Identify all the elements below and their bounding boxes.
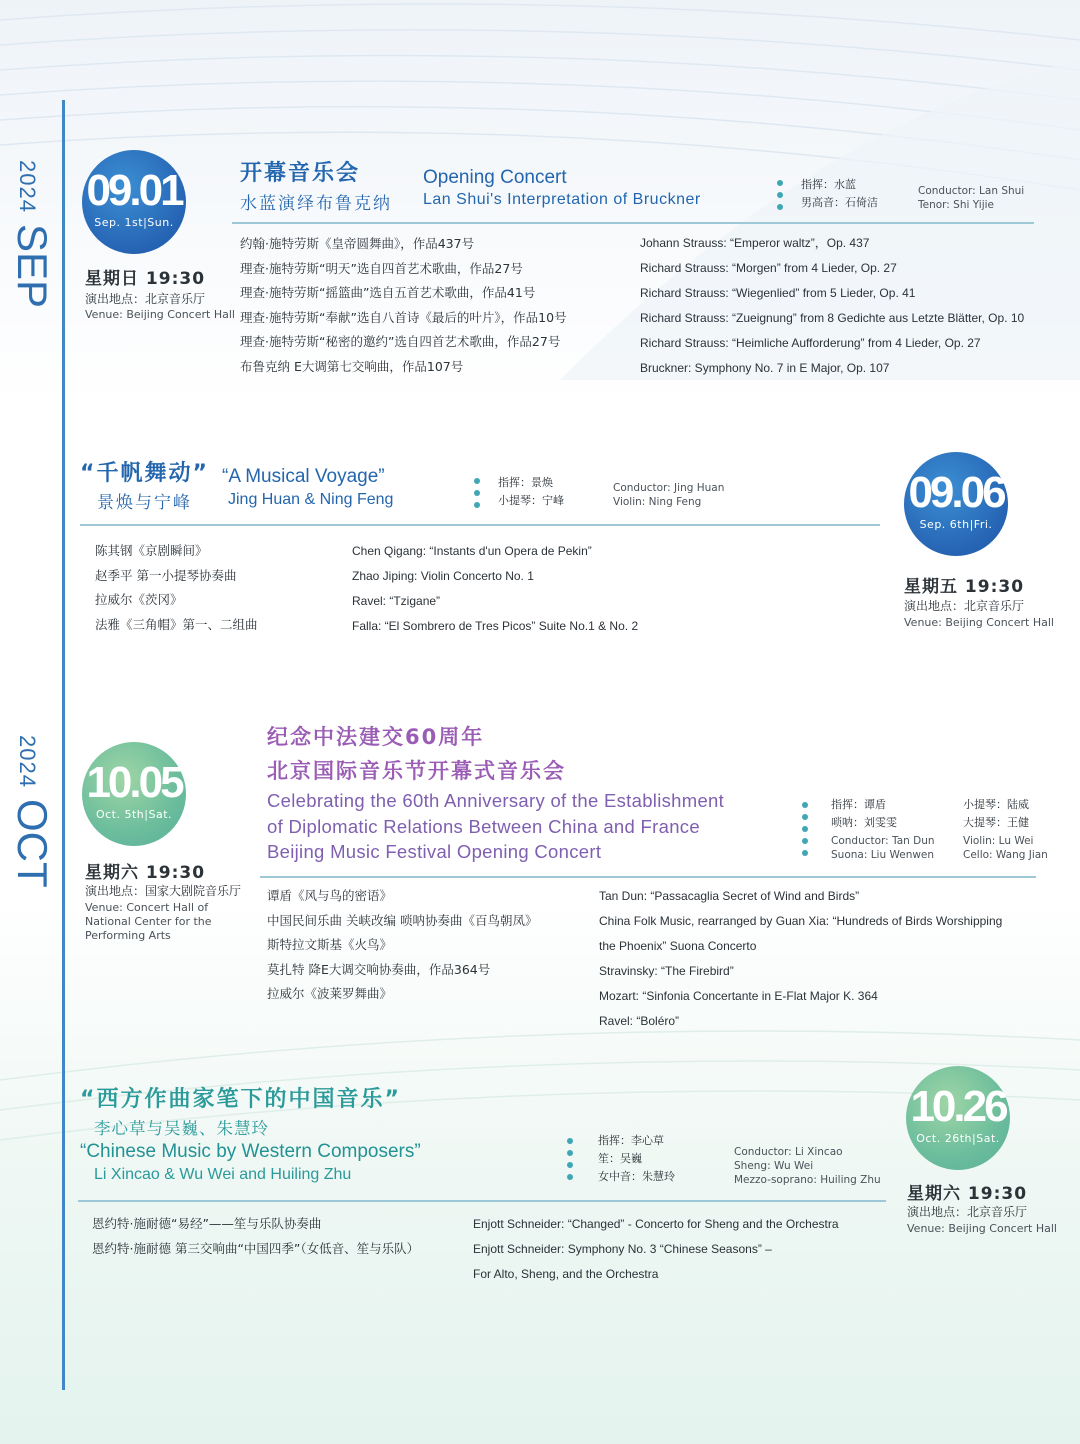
title-cn-line: 纪念中法建交60周年 — [267, 725, 485, 749]
program-en — [352, 539, 638, 639]
staff-bullets — [474, 478, 480, 514]
timeline-vertical-line — [62, 100, 65, 1390]
concert-subtitle-en: Lan Shui's Interpretation of Bruckner — [423, 191, 701, 208]
date-badge — [82, 150, 186, 254]
program-item-cn: 莫扎特 降E大调交响协奏曲，作品364号 — [267, 961, 491, 977]
program-item-cn: 理查·施特劳斯“明天”选自四首艺术歌曲，作品27号 — [240, 260, 523, 276]
program-item-en: Mozart: “Sinfonia Concertante in E-Flat Major K. 364 — [599, 989, 878, 1003]
staff-conductor-cn: 指挥：景焕 — [498, 476, 553, 489]
concert-title-en: Opening Concert — [423, 167, 567, 188]
venue-cn: 演出地点：北京音乐厅 — [907, 1205, 1028, 1219]
staff-violin-en: Violin: Lu Wei — [963, 835, 1034, 847]
concert-subtitle-cn: 李心草与吴巍、朱慧玲 — [94, 1119, 269, 1138]
program-item-en: Chen Qigang: “Instants d'un Opera de Pekin” — [352, 544, 592, 558]
month-name: SEP — [9, 224, 56, 309]
staff-cn-left — [831, 796, 897, 832]
concert-title-en: “Chinese Music by Western Composers” — [80, 1141, 421, 1162]
venue-cn: 演出地点：北京音乐厅 — [85, 292, 206, 306]
staff-cn — [801, 176, 878, 212]
month-name: OCT — [9, 799, 56, 888]
staff-soloist-cn: 唢呐：刘雯雯 — [831, 816, 897, 829]
badge-date: 10.05 — [86, 758, 182, 807]
weekday-time: 星期六 19:30 — [907, 1184, 1028, 1204]
program-item-en: the Phoenix” Suona Concerto — [599, 939, 757, 953]
venue-en: Venue: Beijing Concert Hall — [907, 1222, 1057, 1235]
venue-en-line: Performing Arts — [85, 929, 171, 942]
date-badge — [904, 452, 1008, 556]
program-item-en: Falla: “El Sombrero de Tres Picos” Suite No.1 & No. 2 — [352, 619, 639, 633]
program-item-cn: 赵季平 第一小提琴协奏曲 — [95, 567, 237, 583]
staff-en-left — [831, 834, 935, 862]
staff-conductor-cn: 指挥：李心草 — [598, 1134, 664, 1147]
concert-title-cn — [267, 720, 566, 788]
program-cn — [267, 884, 537, 1007]
weekday-time: 星期五 19:30 — [904, 577, 1025, 597]
staff-cello-en: Cello: Wang Jian — [963, 849, 1048, 861]
title-en-line: Beijing Music Festival Opening Concert — [267, 841, 602, 862]
date-badge — [82, 742, 186, 846]
date-badge — [906, 1066, 1010, 1170]
program-cn — [92, 1212, 419, 1261]
weekday-time: 星期六 19:30 — [85, 863, 206, 883]
program-item-cn: 陈其钢《京剧瞬间》 — [95, 543, 208, 558]
concert-title-en — [267, 788, 724, 865]
title-en-line: Celebrating the 60th Anniversary of the Establishment — [267, 790, 725, 811]
year-label: 2024 — [15, 735, 40, 788]
badge-day: Sep. 6th|Fri. — [919, 518, 993, 531]
program-item-cn: 理查·施特劳斯“奉献”选自八首诗《最后的叶片》，作品10号 — [240, 309, 567, 325]
concert-title-en: “A Musical Voyage” — [222, 466, 385, 487]
concert-title-cn: “千帆舞动” — [80, 461, 209, 486]
staff-sheng-en: Sheng: Wu Wei — [734, 1160, 814, 1172]
venue-en: Venue: Beijing Concert Hall — [85, 308, 235, 321]
program-en — [599, 884, 1002, 1034]
program-item-en: Richard Strauss: “Zueignung” from 8 Gedichte aus Letzte Blätter, Op. 10 — [640, 311, 1025, 325]
program-item-en: Richard Strauss: “Morgen” from 4 Lieder, Op. 27 — [640, 261, 897, 275]
program-item-cn: 谭盾《风与鸟的密语》 — [267, 888, 393, 903]
staff-en — [613, 481, 724, 509]
staff-soloist-en: Violin: Ning Feng — [613, 496, 702, 508]
program-item-en: Tan Dun: “Passacaglia Secret of Wind and Birds” — [599, 889, 860, 903]
staff-cn-right — [963, 796, 1029, 832]
concert-subtitle-en: Jing Huan & Ning Feng — [228, 491, 394, 508]
staff-cn — [598, 1132, 675, 1186]
badge-day: Oct. 5th|Sat. — [95, 808, 173, 821]
venue-cn: 演出地点：北京音乐厅 — [904, 599, 1025, 613]
divider — [78, 1200, 886, 1202]
staff-bullets — [802, 802, 808, 862]
staff-bullets — [567, 1138, 573, 1186]
program-item-cn: 拉威尔《波莱罗舞曲》 — [267, 986, 393, 1001]
staff-conductor-en: Conductor: Tan Dun — [831, 835, 935, 847]
program-item-en: Richard Strauss: “Heimliche Aufforderung” from 4 Lieder, Op. 27 — [640, 336, 981, 350]
program-item-cn: 理查·施特劳斯“摇篮曲”选自五首艺术歌曲，作品41号 — [240, 285, 536, 300]
program-en — [640, 231, 1024, 381]
program-cn — [95, 539, 258, 637]
concert-title-cn: 开幕音乐会 — [240, 161, 361, 186]
staff-mezzo-en: Mezzo-soprano: Huiling Zhu — [734, 1174, 881, 1186]
staff-mezzo-cn: 女中音：朱慧玲 — [598, 1170, 675, 1183]
venue-cn: 演出地点：国家大剧院音乐厅 — [85, 884, 242, 898]
staff-soloist-en: Suona: Liu Wenwen — [831, 849, 935, 861]
concert-title-cn: “西方作曲家笔下的中国音乐” — [80, 1087, 401, 1112]
title-cn-line: 北京国际音乐节开幕式音乐会 — [267, 759, 566, 783]
program-item-cn: 布鲁克纳 E大调第七交响曲，作品107号 — [240, 358, 464, 374]
program-item-cn: 中国民间乐曲 关峡改编 唢呐协奏曲《百鸟朝凤》 — [267, 912, 538, 928]
program-item-en: Zhao Jiping: Violin Concerto No. 1 — [352, 569, 534, 583]
staff-en-right — [963, 834, 1048, 862]
program-en — [473, 1212, 839, 1287]
program-item-cn: 拉威尔《茨冈》 — [95, 592, 183, 607]
badge-date: 10.26 — [910, 1082, 1006, 1131]
program-item-en: Bruckner: Symphony No. 7 in E Major, Op. 107 — [640, 361, 890, 375]
staff-bullets — [777, 180, 783, 216]
year-label: 2024 — [15, 160, 40, 213]
program-item-cn: 法雅《三角帽》第一、二组曲 — [95, 616, 258, 632]
staff-cello-cn: 大提琴：王健 — [963, 816, 1029, 829]
program-item-en: Johann Strauss: “Emperor waltz”，Op. 437 — [640, 236, 870, 250]
divider — [232, 222, 1034, 224]
program-item-cn: 约翰·施特劳斯《皇帝圆舞曲》，作品437号 — [240, 236, 475, 251]
weekday-time: 星期日 19:30 — [85, 269, 206, 289]
program-item-cn: 恩约特·施耐德“易经”——笙与乐队协奏曲 — [92, 1216, 322, 1231]
staff-en — [918, 184, 1024, 212]
staff-en — [734, 1145, 881, 1187]
program-item-en: China Folk Music, rearranged by Guan Xia: “Hundreds of Birds Worshipping — [599, 914, 1003, 928]
program-item-en: Stravinsky: “The Firebird” — [599, 964, 734, 978]
title-en-line: of Diplomatic Relations Between China and France — [267, 815, 700, 837]
staff-soloist-cn: 男高音：石倚洁 — [801, 196, 878, 209]
staff-cn — [498, 474, 564, 510]
program-item-en: Richard Strauss: “Wiegenlied” from 5 Lieder, Op. 41 — [640, 286, 916, 300]
program-item-en: Enjott Schneider: Symphony No. 3 “Chinese Seasons” – — [473, 1242, 772, 1256]
venue-en-line: National Center for the — [85, 915, 212, 928]
staff-conductor-en: Conductor: Li Xincao — [734, 1146, 843, 1158]
program-item-en: Ravel: “Boléro” — [599, 1014, 680, 1028]
badge-date: 09.06 — [908, 468, 1004, 517]
staff-violin-cn: 小提琴：陆威 — [963, 798, 1029, 811]
program-cn — [240, 232, 567, 379]
staff-soloist-en: Tenor: Shi Yijie — [918, 199, 995, 211]
program-item-cn: 理查·施特劳斯“秘密的邀约”选自四首艺术歌曲，作品27号 — [240, 334, 561, 349]
program-item-en: For Alto, Sheng, and the Orchestra — [473, 1267, 659, 1281]
program-item-cn: 斯特拉文斯基《火鸟》 — [267, 937, 393, 952]
badge-day: Sep. 1st|Sun. — [94, 216, 174, 229]
staff-conductor-en: Conductor: Jing Huan — [613, 482, 725, 494]
staff-sheng-cn: 笙：吴巍 — [598, 1152, 642, 1165]
program-item-en: Enjott Schneider: “Changed” - Concerto for Sheng and the Orchestra — [473, 1217, 839, 1231]
program-item-en: Ravel: “Tzigane” — [352, 594, 441, 608]
staff-conductor-cn: 指挥：谭盾 — [831, 798, 886, 811]
staff-conductor-en: Conductor: Lan Shui — [918, 185, 1025, 197]
venue-en-line: Venue: Concert Hall of — [85, 901, 209, 914]
venue-en — [85, 901, 212, 943]
venue-en: Venue: Beijing Concert Hall — [904, 616, 1054, 629]
concert-subtitle-cn: 景焕与宁峰 — [97, 493, 192, 513]
staff-soloist-cn: 小提琴：宁峰 — [498, 494, 564, 507]
program-item-cn: 恩约特·施耐德 第三交响曲“中国四季”（女低音、笙与乐队） — [92, 1240, 420, 1256]
divider — [260, 876, 1036, 878]
concert-subtitle-cn: 水蓝演绎布鲁克纳 — [240, 194, 392, 214]
badge-day: Oct. 26th|Sat. — [916, 1132, 1000, 1145]
staff-conductor-cn: 指挥：水蓝 — [801, 178, 856, 191]
divider — [80, 524, 880, 526]
badge-date: 09.01 — [86, 166, 182, 215]
concert-subtitle-en: Li Xincao & Wu Wei and Huiling Zhu — [94, 1166, 352, 1183]
